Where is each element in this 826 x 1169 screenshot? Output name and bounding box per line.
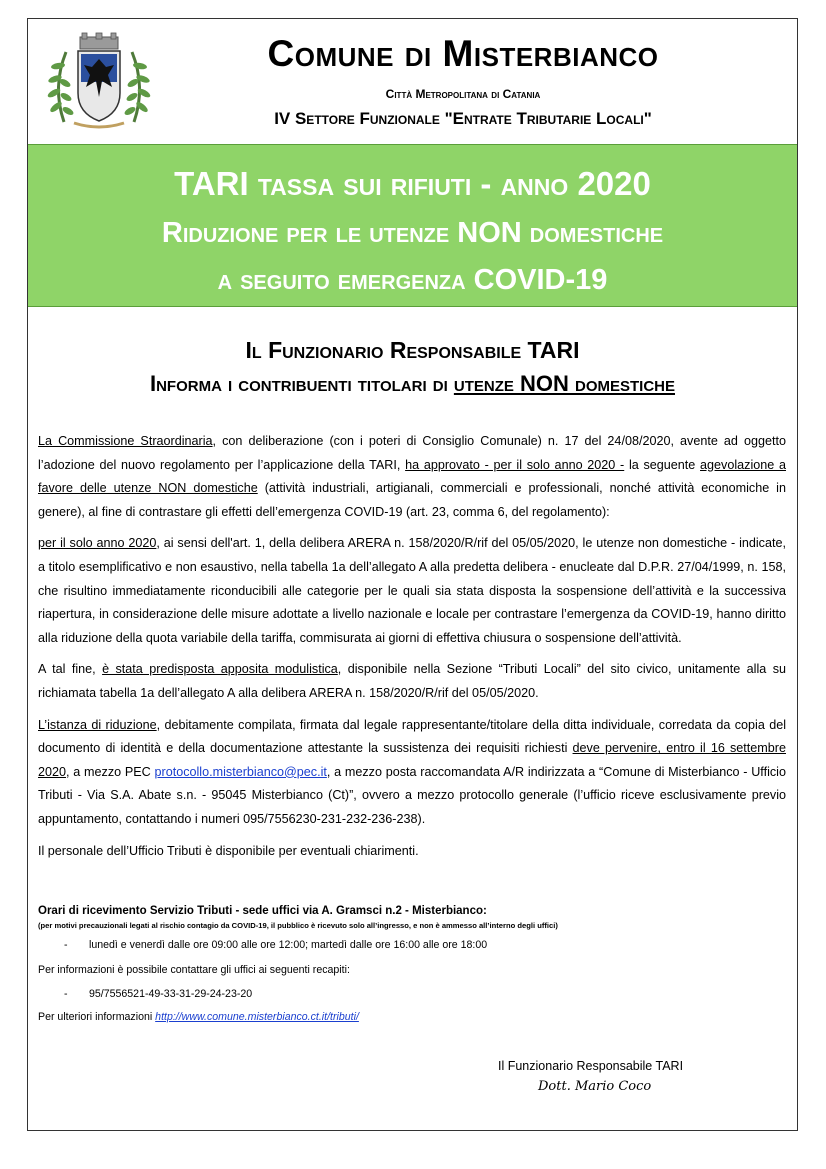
list-dash: - — [64, 939, 68, 951]
p3-text-1: A tal fine, — [38, 662, 103, 677]
p4-underlined-2: deve pervenire, entro il 16 settembre 2020 — [38, 741, 786, 779]
p4-underlined-1: L’istanza di riduzione — [38, 717, 157, 732]
p1-underlined-3: agevolazione a favore delle utenze NON domestiche — [38, 457, 786, 496]
p1-text-3: (attività industriali, artigianali, commerciali e professionali, nonché attività economiche in genere), al fine di contrastare gli effetti dell’emergenza COVID-19 (art. 23, comma 6, del regolamento): — [38, 481, 786, 519]
title-banner — [28, 144, 797, 307]
p3-text-2: , disponibile nella Sezione “Tributi Locali” del sito civico, unitamente alla su richiamata tabella 1a dell’allegato A alla delibera ARERA n. 158/2020/R/rif del 05/05/2020. — [38, 662, 786, 700]
office-hours-text: lunedì e venerdì dalle ore 09:00 alle ore 12:00; martedì dalle ore 16:00 alle ore 18:00 — [89, 939, 488, 951]
p4-text-1: , debitamente compilata, firmata dal legale rappresentante/titolare della ditta individuale, corredata da copia del documento di identità e della documentazione attestante la sussistenza dei requisiti richiesti — [38, 717, 786, 756]
office-hours-title: Orari di ricevimento Servizio Tributi - sede uffici via A. Gramsci n.2 - Misterbianco: — [38, 905, 487, 917]
pec-email-link[interactable]: protocollo.misterbianco@pec.it — [154, 764, 327, 779]
metropolitan-city-subtitle: Città Metropolitana di Catania — [385, 87, 541, 101]
p2-text-1: , ai sensi dell'art. 1, della delibera ARERA n. 158/2020/R/rif del 05/05/2020, le utenze non domestiche - indicate, a titolo esemplificativo e non esaustivo, nella tabella 1a dell’allegato A alla predetta delibera - enucleate dal D.P.R. 27/04/1999, n. 158, che risultino immediatamente riconducibili alle categorie per le quali sia stata disposta la sospensione dell’attività e la successiva riapertura, in considerazione delle misure adottate a livello nazionale e locale per contrastare l’emergenza da COVID-19, hanno diritto alla riduzione della quota variabile della tariffa, commisurata ai giorni di effettiva chiusura o sospensione dell’attività. — [38, 536, 786, 645]
p1-text-2: la seguente — [624, 457, 701, 472]
signature-name: Dott. Mario Coco — [538, 1079, 652, 1094]
p2-underlined-1: per il solo anno 2020 — [38, 536, 157, 551]
section-heading-2 — [28, 371, 797, 397]
banner-line-1: TARI tassa sui rifiuti - anno 2020 — [174, 165, 651, 202]
p1-underlined-2: ha approvato - per il solo anno 2020 - — [405, 457, 625, 472]
list-dash: - — [64, 988, 68, 1000]
contacts-intro: Per informazioni è possibile contattare gli uffici ai seguenti recapiti: — [38, 964, 350, 976]
phones-text: 95/7556521-49-33-31-29-24-23-20 — [89, 988, 253, 1000]
section-heading-2-underlined: utenze NON domestiche — [453, 371, 675, 396]
p4-text-3: , a mezzo posta raccomandata A/R indirizzata a “Comune di Misterbianco - Ufficio Tributi - Via S.A. Abate s.n. - 95045 Misterbianco (Ct)”, ovvero a mezzo protocollo generale (l’ufficio riceve esclusivamente previo appuntamento, contattando i numeri 095/7556230-231-232-236-238). — [38, 764, 786, 826]
banner-line-2: Riduzione per le utenze NON domestiche — [161, 217, 664, 249]
department-subtitle: IV Settore Funzionale "Entrate Tributarie Locali" — [274, 109, 652, 128]
paragraph-1 — [38, 430, 786, 524]
paragraph-4 — [38, 714, 786, 832]
paragraph-5: Il personale dell’Ufficio Tributi è disponibile per eventuali chiarimenti. — [38, 843, 419, 858]
body-text — [38, 430, 786, 871]
more-info-intro: Per ulteriori informazioni — [38, 1011, 156, 1023]
p3-underlined-1: è stata predisposta apposita modulistica — [102, 662, 338, 677]
p4-text-2: , a mezzo PEC — [66, 764, 155, 779]
p1-text-1: , con deliberazione (con i poteri di Consiglio Comunale) n. 17 del 24/08/2020, avente ad oggetto l’adozione del nuovo regolamento per l’applicazione della TARI, — [38, 434, 787, 472]
coat-of-arms-icon — [44, 27, 154, 135]
section-heading-1: Il Funzionario Responsabile TARI — [245, 337, 580, 363]
tributi-website-link[interactable]: http://www.comune.misterbianco.ct.it/tributi/ — [155, 1011, 359, 1023]
office-hours-note: (per motivi precauzionali legati al rischio contagio da COVID-19, il pubblico è ricevuto solo all’ingresso, e non è ammesso all’interno degli uffici) — [38, 921, 558, 930]
signature-role: Il Funzionario Responsabile TARI — [498, 1059, 684, 1073]
section-heading-2-text: Informa i contribuenti titolari di — [149, 371, 454, 396]
office-hours-item — [38, 939, 786, 951]
p1-underlined-1: La Commissione Straordinaria — [38, 434, 213, 448]
municipality-title: Comune di Misterbianco — [267, 33, 659, 74]
paragraph-3 — [38, 658, 786, 705]
header — [28, 19, 797, 143]
phones-item — [38, 988, 786, 1000]
document-frame — [27, 18, 798, 1131]
paragraph-2 — [38, 532, 786, 650]
more-info-line — [38, 1011, 786, 1023]
banner-line-3: a seguito emergenza COVID-19 — [217, 264, 608, 296]
